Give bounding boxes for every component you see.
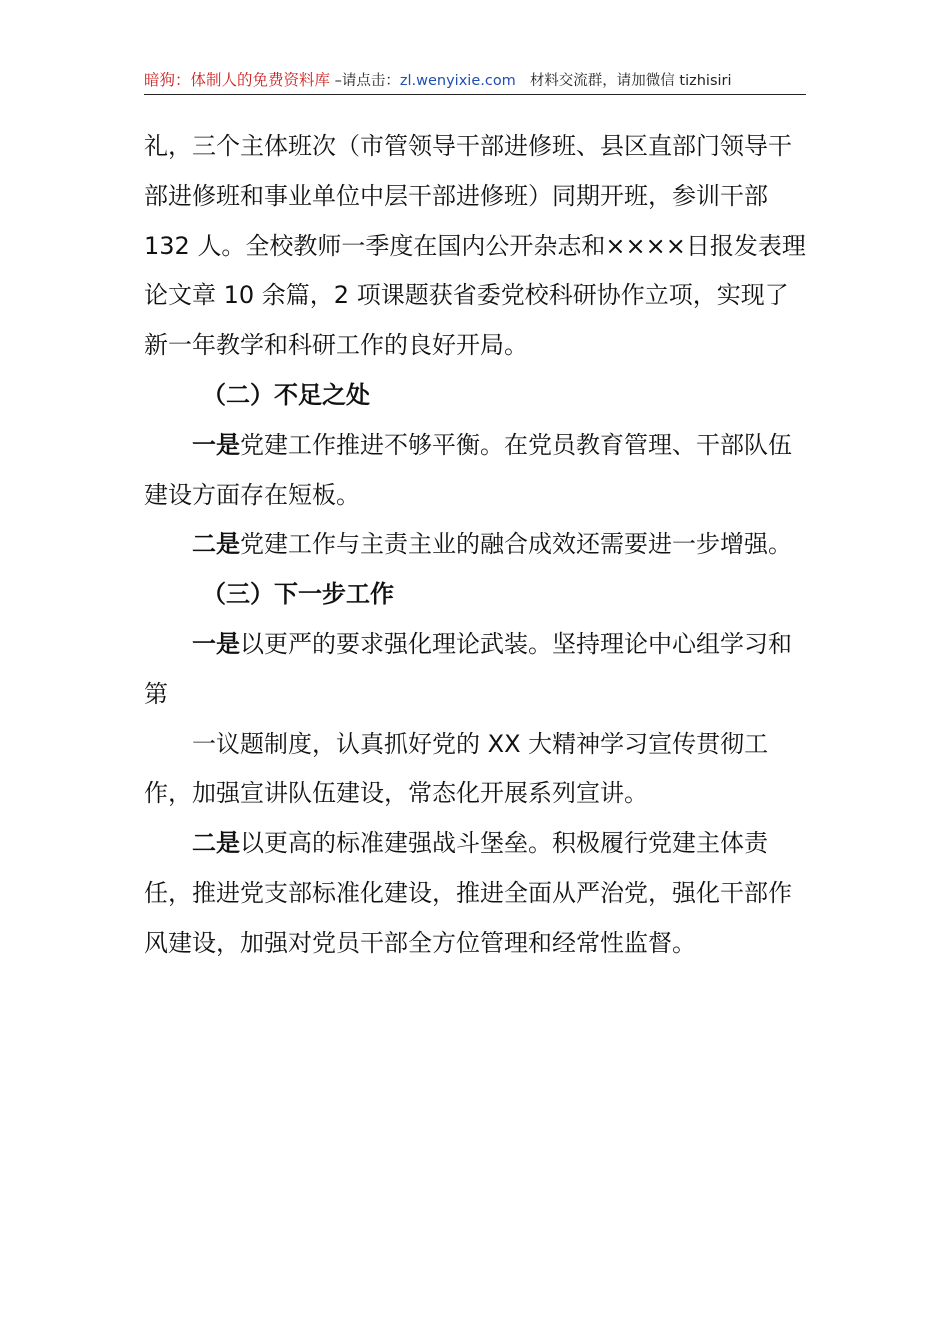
lead-label: 一是	[192, 629, 240, 658]
paragraph-next-step-1	[144, 620, 808, 670]
section-heading-next-steps: （三）下一步工作	[202, 580, 394, 609]
paragraph-text: 党建工作推进不够平衡。在党员教育管理、干部队伍建设方面存在短板。	[144, 430, 792, 509]
paragraph-continuation: 礼，三个主体班次（市管领导干部进修班、县区直部门领导干部进修班和事业单位中层干部进修班）同期开班，参训干部 132 人。全校教师一季度在国内公开杂志和××××日报发表理论文章 10 余篇，2 项课题获省委党校科研协作立项，实现了新一年教学和科研工作的良好开局。	[144, 132, 806, 360]
lead-label: 二是	[192, 829, 240, 858]
lead-label: 一是	[192, 430, 240, 459]
paragraph-next-step-1-cont: 一议题制度，认真抓好党的 XX 大精神学习宣传贯彻工作，加强宣讲队伍建设，常态化开展系列宣讲。	[144, 729, 769, 808]
header-brand: 暗狗：体制人的免费资料库	[144, 71, 331, 89]
page-header	[144, 66, 806, 95]
paragraph-shortcoming-1	[144, 421, 808, 521]
paragraph-text: 以更严的要求强化理论武装。坚持理论中心组学习和	[240, 629, 792, 658]
paragraph-text: 党建工作与主责主业的融合成效还需要进一步增强。	[240, 530, 792, 559]
section-heading-shortcomings: （二）不足之处	[202, 380, 370, 409]
header-contact: 材料交流群，请加微信 tizhisiri	[529, 73, 732, 89]
paragraph-next-step-2	[144, 819, 808, 968]
paragraph-shortcoming-2	[144, 520, 808, 570]
document-body	[144, 122, 808, 969]
header-prompt: –请点击：	[330, 73, 400, 89]
lead-label: 二是	[192, 530, 240, 559]
paragraph-text: 以更高的标准建强战斗堡垒。积极履行党建主体责任，推进党支部标准化建设，推进全面从严治党，强化干部作风建设，加强对党员干部全方位管理和经常性监督。	[144, 829, 792, 957]
header-link[interactable]: zl.wenyixie.com	[399, 73, 516, 89]
paragraph-fragment: 第	[144, 679, 168, 708]
